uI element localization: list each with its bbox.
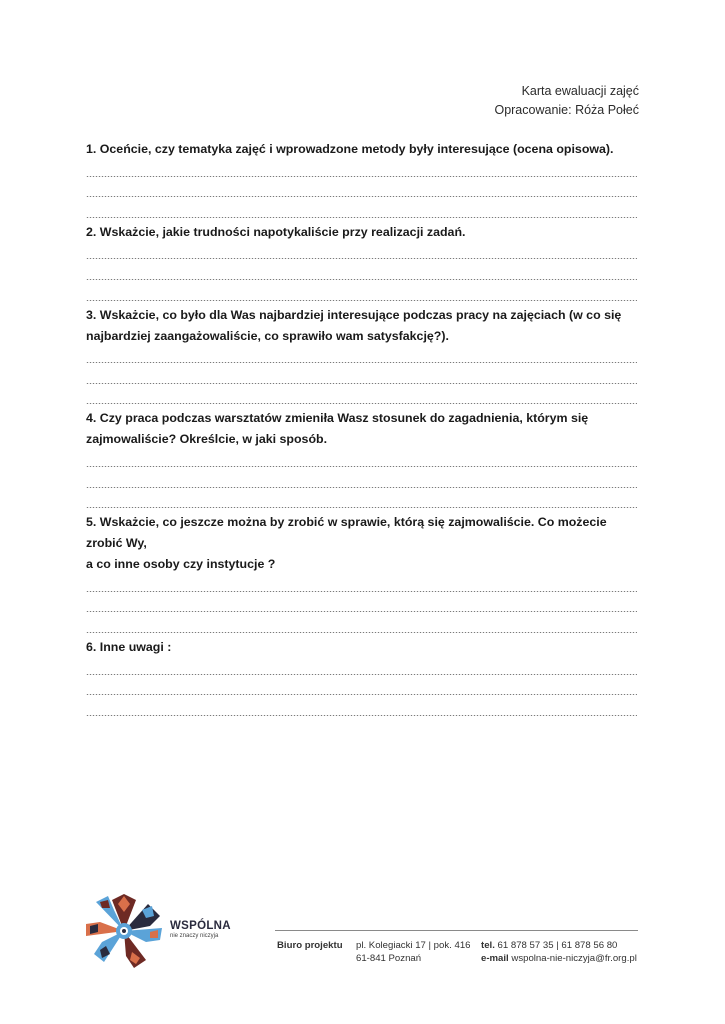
answer-line[interactable] [86,450,637,471]
answer-line[interactable] [86,679,637,700]
question-4 [86,408,637,450]
footer-address [356,939,471,965]
document-title: Karta ewaluacji zajęć [521,84,639,98]
logo-title: WSPÓLNA [170,920,231,932]
email-line [481,952,637,965]
answer-line[interactable] [86,263,637,284]
answer-line[interactable] [86,616,637,637]
answer-line[interactable] [86,243,637,264]
question-2: 2. Wskażcie, jakie trudności napotykaliście przy realizacji zadań. [86,224,466,239]
answer-line[interactable] [86,347,637,368]
answer-line[interactable] [86,181,637,202]
email-value[interactable]: wspolna-nie-niczyja@fr.org.pl [508,953,637,964]
answer-line[interactable] [86,284,637,305]
answer-line[interactable] [86,160,637,181]
footer-contact [481,939,637,965]
question-3-line-2: najbardziej zaangażowaliście, co sprawiło wam satysfakcję?). [86,328,449,343]
phone-value: 61 878 57 35 | 61 878 56 80 [494,940,618,951]
footer-office-label: Biuro projektu [277,940,343,951]
answer-line[interactable] [86,699,637,720]
question-1: 1. Oceńcie, czy tematyka zajęć i wprowadzone metody były interesujące (ocena opisowa). [86,142,614,156]
wspolna-logo-icon [84,894,164,968]
question-3 [86,305,637,347]
answer-line[interactable] [86,492,637,513]
answer-line[interactable] [86,367,637,388]
logo-subtitle: nie znaczy niczyja [170,933,219,939]
author-line: Opracowanie: Róża Połeć [494,103,639,117]
answer-line[interactable] [86,201,637,222]
question-4-line-1: 4. Czy praca podczas warsztatów zmieniła Wasz stosunek do zagadnienia, którym się [86,411,589,426]
answer-line[interactable] [86,596,637,617]
question-5-line-1: 5. Wskażcie, co jeszcze można by zrobić w sprawie, którą się zajmowaliście. Co możecie zrobić Wy, [86,515,607,551]
question-4-line-2: zajmowaliście? Określcie, w jaki sposób. [86,432,328,447]
logo-wordmark [170,920,231,939]
phone-line [481,939,637,952]
answer-line[interactable] [86,471,637,492]
email-label: e-mail [481,953,509,964]
question-3-line-1: 3. Wskażcie, co było dla Was najbardziej interesujące podczas pracy na zajęciach (w co się [86,307,622,322]
phone-label: tel. [481,940,495,951]
footer-divider [275,930,638,931]
address-line-2: 61-841 Poznań [356,953,422,964]
document-header [494,82,639,120]
address-line-1: pl. Kolegiacki 17 | pok. 416 [356,940,471,951]
question-5-line-2: a co inne osoby czy instytucje ? [86,557,276,572]
evaluation-form [86,140,637,720]
answer-line[interactable] [86,658,637,679]
question-5 [86,512,637,575]
answer-line[interactable] [86,388,637,409]
question-6: 6. Inne uwagi : [86,639,172,654]
answer-line[interactable] [86,575,637,596]
